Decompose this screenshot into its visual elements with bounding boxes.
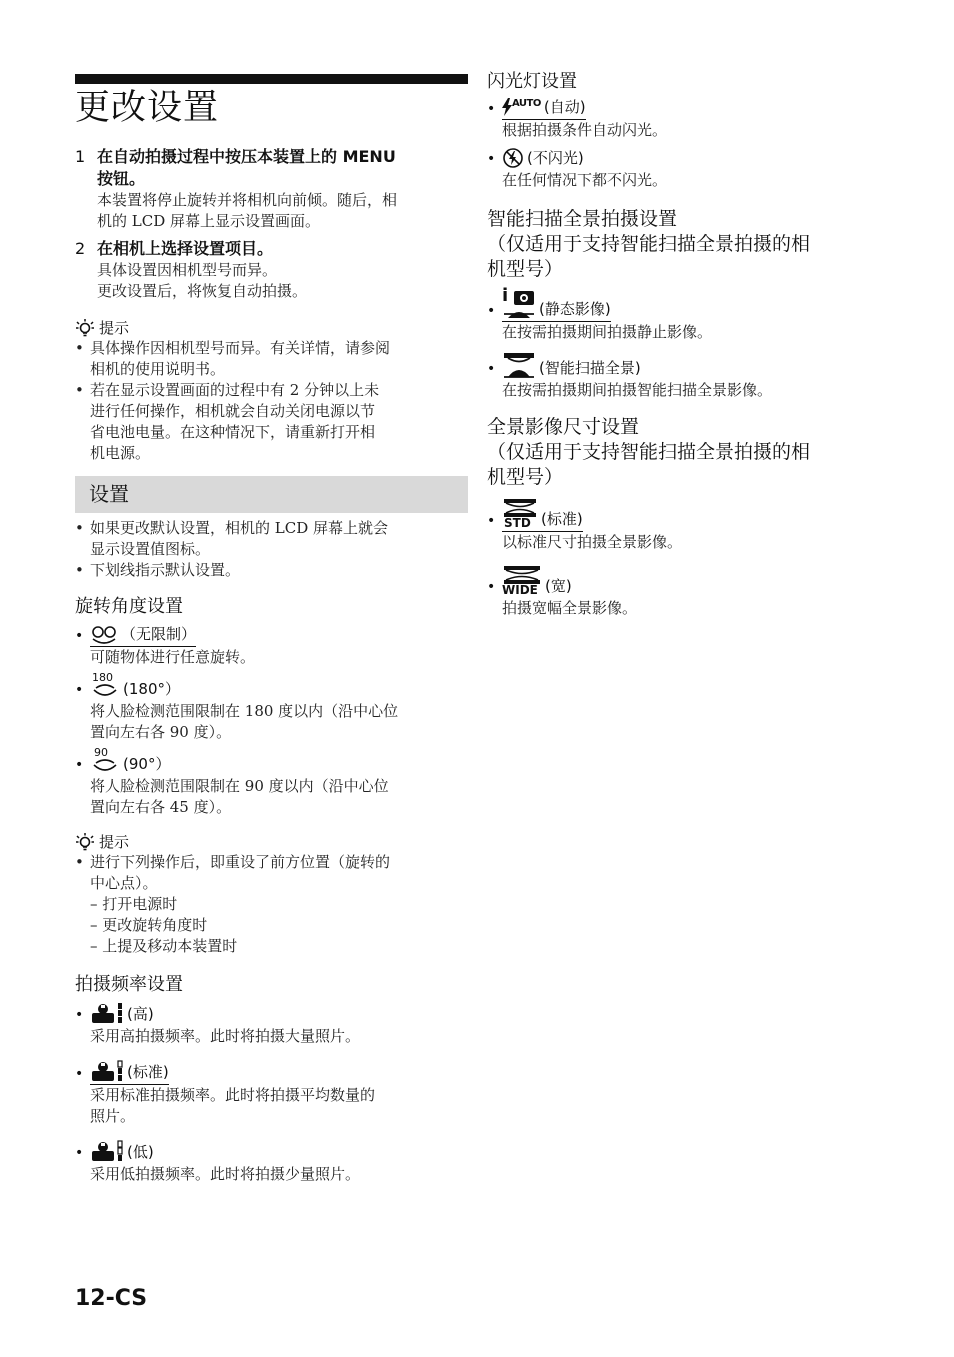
step-1: [75, 146, 468, 232]
frequency-high-icon: [90, 1001, 124, 1025]
sweep-option-panorama: • (智能扫描全景) 在按需拍摄期间拍摄智能扫描全景影像。: [487, 351, 887, 401]
option-desc: 根据拍摄条件自动闪光。: [502, 121, 668, 139]
option-desc: 在任何情况下都不闪光。: [502, 171, 668, 189]
flash-off-icon: [502, 147, 524, 169]
panorama-option-standard: • STD (标准) 以标准尺寸拍摄全景影像。: [487, 498, 887, 553]
lightbulb-icon: [75, 832, 95, 852]
frequency-standard-icon: [90, 1059, 124, 1083]
section-header-settings: [75, 476, 468, 513]
tip-block-1: [75, 318, 468, 464]
frequency-option-low: • (低) 采用低拍摄频率。此时将拍摄少量照片。: [75, 1139, 468, 1185]
tip-block-2: [75, 832, 468, 957]
option-label-default: (标准): [90, 1059, 169, 1085]
rotation-option-180: • 180 (180°） 将人脸检测范围限制在 180 度以内（沿中心位 置向左右各 90 度）。: [75, 674, 468, 743]
tip-item: • 若在显示设置画面的过程中有 2 分钟以上未 进行任何操作，相机就会自动关闭电源以节 省电池电量。在这种情况下，请重新打开相 机电源。: [75, 380, 468, 464]
option-desc: 以标准尺寸拍摄全景影像。: [502, 533, 683, 551]
option-desc: 将人脸检测范围限制在 90 度以内（沿中心位: [90, 777, 389, 795]
tip-label: 提示: [99, 833, 130, 851]
tip-sub-item: – 打开电源时: [90, 895, 178, 913]
flash-auto-icon: AUTO: [502, 98, 541, 118]
panorama-option-wide: • WIDE (宽) 拍摄宽幅全景影像。: [487, 565, 887, 619]
right-column: [487, 70, 887, 619]
option-desc: 置向左右各 45 度）。: [90, 798, 232, 816]
option-label-default: （无限制）: [90, 623, 196, 647]
page-title: 更改设置: [75, 88, 220, 128]
step-desc-line: 更改设置后，将恢复自动拍摄。: [97, 282, 308, 300]
frequency-heading: 拍摄频率设置: [75, 974, 183, 995]
step-desc-line: 具体设置因相机型号而异。: [97, 261, 278, 279]
rotation-heading: 旋转角度设置: [75, 596, 183, 617]
option-label-default: i (静态影像): [502, 288, 611, 322]
rotation-option-unlimited: • （无限制） 可随物体进行任意旋转。: [75, 623, 468, 668]
option-desc: 在按需拍摄期间拍摄静止影像。: [502, 323, 713, 341]
tip-item: • 进行下列操作后，即重设了前方位置（旋转的 中心点）。: [75, 852, 468, 894]
settings-note: • 如果更改默认设置，相机的 LCD 屏幕上就会 显示设置值图标。: [75, 518, 468, 560]
tip-sub-item: – 上提及移动本装置时: [90, 937, 238, 955]
frequency-option-high: • (高) 采用高拍摄频率。此时将拍摄大量照片。: [75, 1001, 468, 1047]
rotation-90-icon: 90: [90, 749, 120, 775]
option-desc: 置向左右各 90 度）。: [90, 723, 232, 741]
option-desc: 采用高拍摄频率。此时将拍摄大量照片。: [90, 1027, 361, 1045]
option-desc: 在按需拍摄期间拍摄智能扫描全景影像。: [502, 381, 773, 399]
step-number: 1: [75, 147, 86, 166]
title-rule: [75, 74, 468, 84]
settings-note: • 下划线指示默认设置。: [75, 560, 468, 581]
tip-label: 提示: [99, 319, 130, 337]
option-desc: 拍摄宽幅全景影像。: [502, 599, 638, 617]
sweep-heading: 智能扫描全景拍摄设置 （仅适用于支持智能扫描全景拍摄的相 机型号）: [487, 208, 811, 280]
option-label-default: STD (标准): [502, 498, 583, 532]
option-desc: 将人脸检测范围限制在 180 度以内（沿中心位: [90, 702, 399, 720]
tip-item: • 具体操作因相机型号而异。有关详情，请参阅 相机的使用说明书。: [75, 338, 468, 380]
lightbulb-icon: [75, 318, 95, 338]
option-desc: 采用标准拍摄频率。此时将拍摄平均数量的: [90, 1086, 376, 1104]
tip-sub-item: – 更改旋转角度时: [90, 916, 208, 934]
step-desc-line: 机的 LCD 屏幕上显示设置画面。: [97, 212, 321, 230]
panorama-heading: 全景影像尺寸设置 （仅适用于支持智能扫描全景拍摄的相 机型号）: [487, 416, 811, 488]
flash-heading: 闪光灯设置: [487, 71, 577, 92]
flash-option-auto: • AUTO (自动) 根据拍摄条件自动闪光。: [487, 96, 887, 141]
sweep-option-still: • i (静态影像) 在按需拍摄期间拍摄静止影像。: [487, 288, 887, 343]
still-image-icon: i: [502, 288, 536, 320]
step-heading: 在相机上选择设置项目。: [97, 239, 274, 258]
option-desc: 照片。: [90, 1107, 136, 1125]
step-heading-cont: 按钮。: [97, 169, 146, 188]
steps: [75, 146, 468, 464]
rotation-180-icon: 180: [90, 674, 120, 700]
step-number: 2: [75, 239, 86, 258]
flash-option-off: • (不闪光) 在任何情况下都不闪光。: [487, 147, 887, 191]
sweep-panorama-icon: [502, 351, 536, 379]
rotation-option-90: • 90 (90°） 将人脸检测范围限制在 90 度以内（沿中心位 置向左右各 45 度）。: [75, 749, 468, 818]
panorama-std-icon: STD: [502, 498, 538, 530]
step-heading: 在自动拍摄过程中按压本装置上的 MENU: [97, 147, 396, 166]
option-label-default: AUTO (自动): [502, 96, 586, 120]
option-desc: 可随物体进行任意旋转。: [90, 648, 256, 666]
frequency-low-icon: [90, 1139, 124, 1163]
left-lower-column: [75, 518, 468, 1185]
step-desc-line: 本装置将停止旋转并将相机向前倾。随后，相: [97, 191, 398, 209]
rotation-unlimited-icon: [90, 625, 118, 645]
section-title: 设置: [89, 482, 129, 506]
panorama-wide-icon: WIDE: [502, 565, 542, 597]
page-number: 12-CS: [75, 1286, 148, 1311]
step-2: [75, 238, 468, 302]
option-desc: 采用低拍摄频率。此时将拍摄少量照片。: [90, 1165, 361, 1183]
frequency-option-standard: • (标准) 采用标准拍摄频率。此时将拍摄平均数量的 照片。: [75, 1059, 468, 1127]
